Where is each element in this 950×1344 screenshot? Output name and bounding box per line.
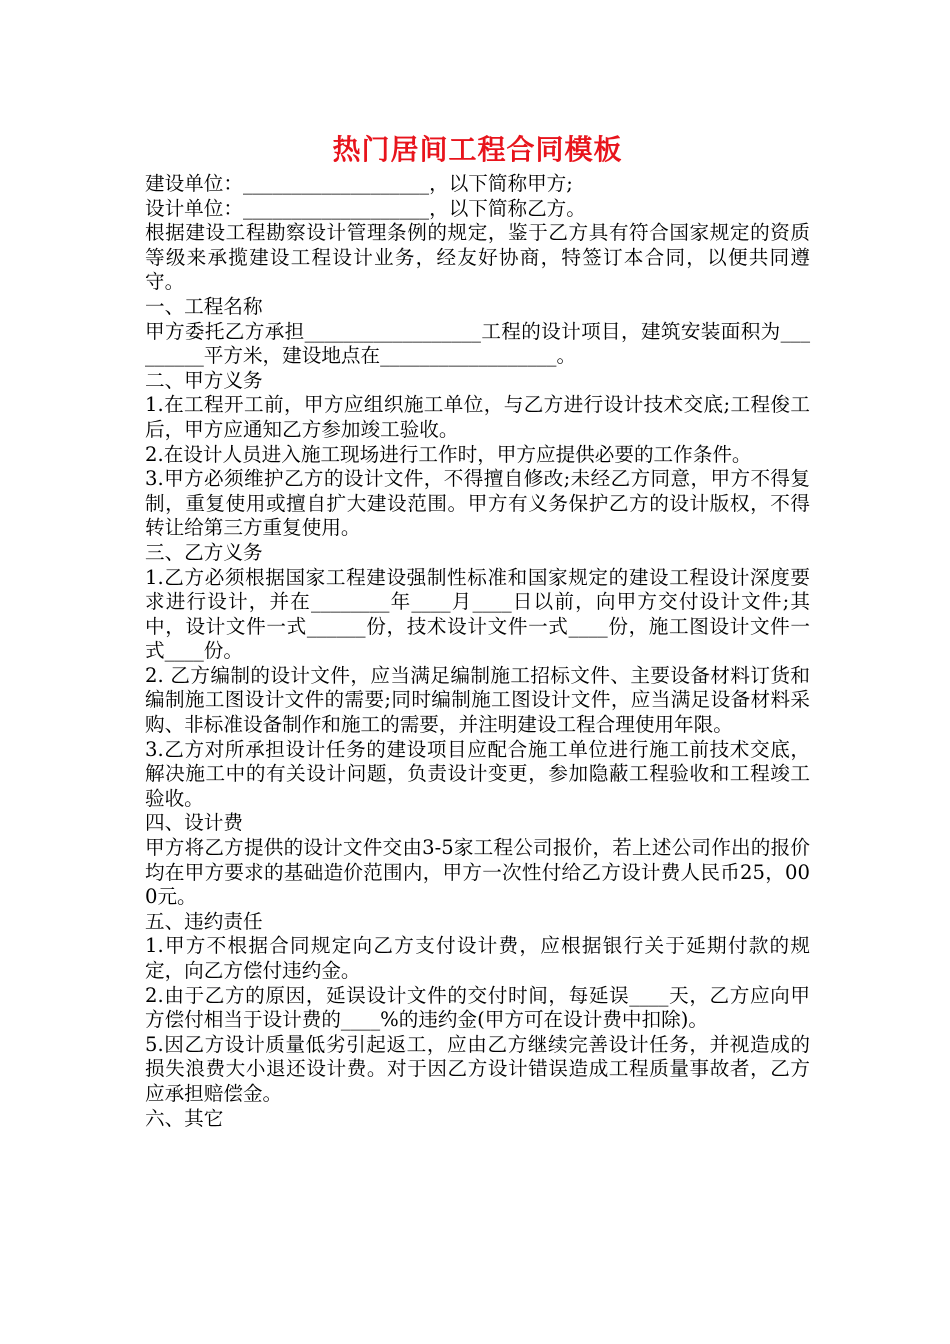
section-heading: 二、甲方义务	[145, 368, 263, 392]
document-title: 热门居间工程合同模板	[332, 133, 623, 166]
clause-paragraph: 甲方委托乙方承担__________________工程的设计项目，建筑安装面积为_________平方米，建设地点在__________________。	[145, 319, 810, 368]
section-heading: 三、乙方义务	[145, 540, 263, 564]
clause-paragraph: 甲方将乙方提供的设计文件交由3-5家工程公司报价，若上述公司作出的报价均在甲方要求的基础造价范围内，甲方一次性付给乙方设计费人民币25，000元。	[145, 836, 810, 909]
section-heading: 五、违约责任	[145, 909, 263, 933]
clause-paragraph: 1.甲方不根据合同规定向乙方支付设计费，应根据银行关于延期付款的规定，向乙方偿付违约金。	[145, 934, 810, 982]
clause-paragraph: 3.甲方必须维护乙方的设计文件，不得擅自修改;未经乙方同意，甲方不得复制，重复使用或擅自扩大建设范围。甲方有义务保护乙方的设计版权，不得转让给第三方重复使用。	[145, 467, 810, 540]
document-body	[145, 172, 810, 1131]
section-heading: 四、设计费	[145, 811, 243, 835]
section-heading: 一、工程名称	[145, 294, 263, 318]
clause-paragraph: 3.乙方对所承担设计任务的建设项目应配合施工单位进行施工前技术交底，解决施工中的有关设计问题，负责设计变更，参加隐蔽工程验收和工程竣工验收。	[145, 737, 810, 810]
clause-paragraph: 2.由于乙方的原因，延误设计文件的交付时间，每延误____天，乙方应向甲方偿付相当于设计费的____%的违约金(甲方可在设计费中扣除)。	[145, 983, 810, 1032]
clause-paragraph: 2. 乙方编制的设计文件，应当满足编制施工招标文件、主要设备材料订货和编制施工图设计文件的需要;同时编制施工图设计文件，应当满足设备材料采购、非标准设备制作和施工的需要，并注明建设工程合理使用年限。	[145, 663, 810, 737]
party-b-line: 设计单位：___________________，以下简称乙方。	[145, 196, 586, 220]
document-page	[145, 128, 810, 1131]
section-heading: 六、其它	[145, 1106, 224, 1130]
clause-paragraph: 2.在设计人员进入施工现场进行工作时，甲方应提供必要的工作条件。	[145, 442, 752, 466]
clause-paragraph: 5.因乙方设计质量低劣引起返工，应由乙方继续完善设计任务，并视造成的损失浪费大小退还设计费。对于因乙方设计错误造成工程质量事故者，乙方应承担赔偿金。	[145, 1032, 810, 1105]
clause-paragraph: 1.在工程开工前，甲方应组织施工单位，与乙方进行设计技术交底;工程俊工后，甲方应通知乙方参加竣工验收。	[145, 393, 810, 441]
preamble-paragraph: 根据建设工程勘察设计管理条例的规定，鉴于乙方具有符合国家规定的资质等级来承揽建设工程设计业务，经友好协商，特签订本合同，以便共同遵守。	[145, 221, 810, 294]
clause-paragraph: 1.乙方必须根据国家工程建设强制性标准和国家规定的建设工程设计深度要求进行设计，并在________年____月____日以前，向甲方交付设计文件;其中，设计文件一式______份，技术设计文件一式____份，施工图设计文件一式____份。	[145, 565, 810, 663]
party-a-line: 建设单位：___________________，以下简称甲方;	[145, 172, 573, 195]
